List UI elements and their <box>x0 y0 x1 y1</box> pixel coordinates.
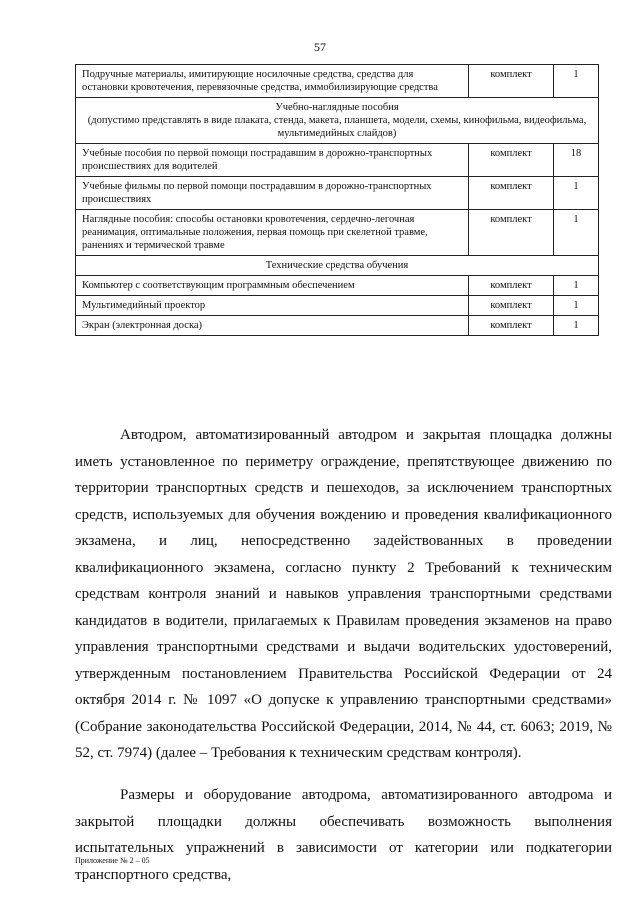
footer-note: Приложение № 2 – 05 <box>75 856 150 865</box>
item-unit: комплект <box>469 144 554 177</box>
table-row <box>76 316 599 336</box>
item-unit: комплект <box>469 210 554 256</box>
section-title: Учебно-наглядные пособия <box>275 102 399 113</box>
section-note: (допустимо представлять в виде плаката, стенда, макета, планшета, модели, схемы, кинофильма, видеофильма, мультимедийных слайдов) <box>87 115 587 139</box>
table-row <box>76 276 599 296</box>
item-name: Учебные фильмы по первой помощи пострадавшим в дорожно-транспортных происшествиях <box>76 177 469 210</box>
page-number: 57 <box>314 40 326 54</box>
item-unit: комплект <box>469 65 554 98</box>
item-qty: 1 <box>554 296 599 316</box>
table-row <box>76 296 599 316</box>
section-row <box>76 256 599 276</box>
item-unit: комплект <box>469 276 554 296</box>
item-name: Учебные пособия по первой помощи пострадавшим в дорожно-транспортных происшествиях для водителей <box>76 144 469 177</box>
table-row <box>76 65 599 98</box>
item-name: Наглядные пособия: способы остановки кровотечения, сердечно-легочная реанимация, оптимальные положения, первая помощь при скелетной травме, ранениях и термической травме <box>76 210 469 256</box>
item-name: Экран (электронная доска) <box>76 316 469 336</box>
table-row <box>76 177 599 210</box>
item-name: Подручные материалы, имитирующие носилочные средства, средства для остановки кровотечения, перевязочные средства, иммобилизирующие средства <box>76 65 469 98</box>
item-qty: 1 <box>554 316 599 336</box>
paragraph-text: Размеры и оборудование автодрома, автоматизированного автодрома и закрытой площадки должны обеспечивать возможность выполнения испытательных упражнений в зависимости от категории или подкатегории транспортного средства, <box>75 787 612 883</box>
section-title: Технические средства обучения <box>76 256 599 276</box>
table-row <box>76 144 599 177</box>
item-qty: 18 <box>554 144 599 177</box>
section-row <box>76 98 599 144</box>
body-paragraph-1 <box>75 422 612 767</box>
body-paragraph-2 <box>75 782 612 888</box>
item-qty: 1 <box>554 65 599 98</box>
item-qty: 1 <box>554 276 599 296</box>
table-row <box>76 210 599 256</box>
item-unit: комплект <box>469 177 554 210</box>
equipment-table <box>75 64 599 336</box>
item-qty: 1 <box>554 210 599 256</box>
paragraph-text: Автодром, автоматизированный автодром и закрытая площадка должны иметь установленное по периметру ограждение, препятствующее движению по территории транспортных средств и пешеходов, за исключением транспортных средств, используемых для обучения вождению и проведения квалификационного экзамена, и лиц, непосредственно задействованных в проведении квалификационного экзамена, согласно пункту 2 Требований к техническим средствам контроля знаний и навыков управления транспортными средствами кандидатов в водители, прилагаемых к Правилам проведения экзаменов на право управления транспортными средствами и выдачи водительских удостоверений, утвержденным постановлением Правительства Российской Федерации от 24 октября 2014 г. № 1097 «О допуске к управлению транспортными средствами» (Собрание законодательства Российской Федерации, 2014, № 44, ст. 6063; 2019, № 52, ст. 7974) (далее – Требования к техническим средствам контроля). <box>75 427 612 761</box>
item-name: Компьютер с соответствующим программным обеспечением <box>76 276 469 296</box>
item-unit: комплект <box>469 316 554 336</box>
section-heading <box>76 98 599 144</box>
item-unit: комплект <box>469 296 554 316</box>
item-qty: 1 <box>554 177 599 210</box>
item-name: Мультимедийный проектор <box>76 296 469 316</box>
